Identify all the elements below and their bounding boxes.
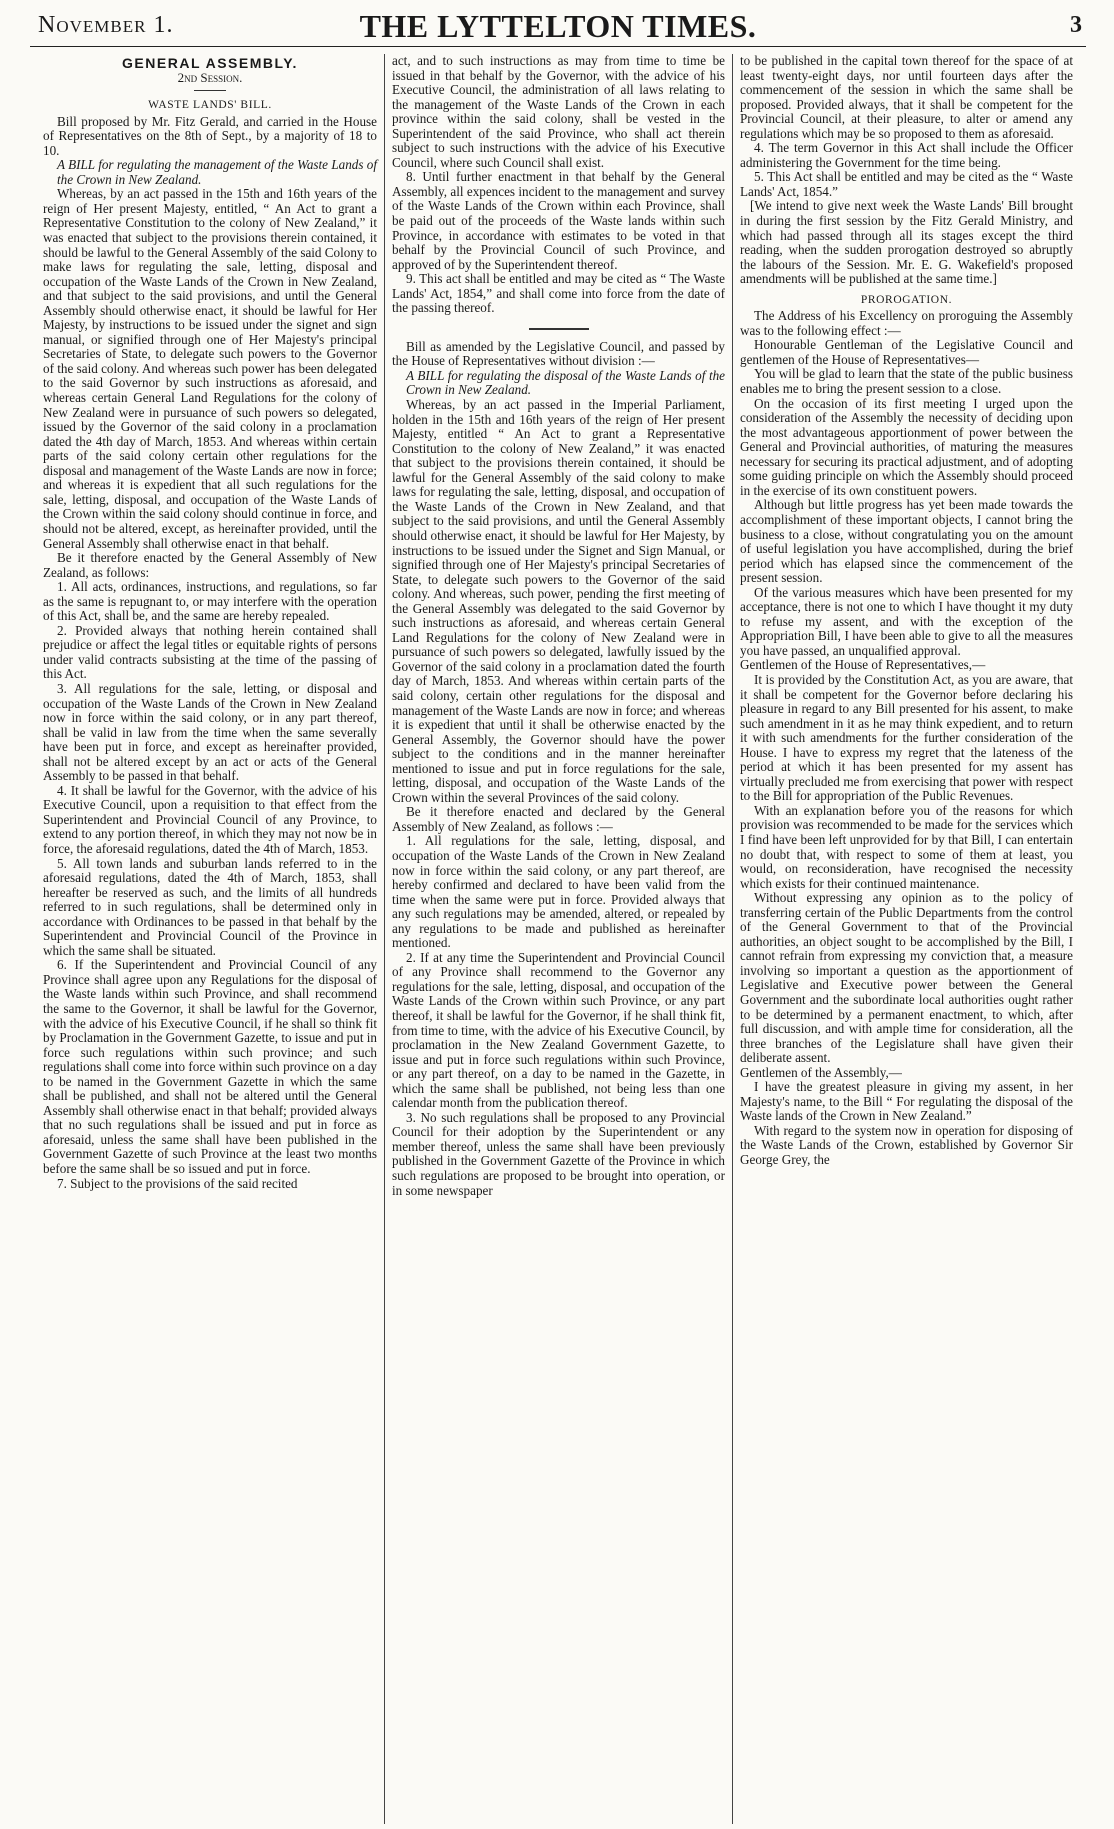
newspaper-title: THE LYTTELTON TIMES. bbox=[359, 8, 757, 44]
article-columns bbox=[36, 54, 1082, 1824]
paragraph: 2. If at any time the Superintendent and Provincial Council of any Province shall recommend to the Governor any regulations for the sale, letting, disposal, and occupation of the Waste Lands of the Crown within such Province, or any part thereof, it shall be lawful for the Governor, if he shall think fit, from time to time, with the advice of his Executive Council, by proclamation in the New Zealand Government Gazette, to issue and put in force such regulations within such Province, or any part thereof, on a day to be named in the Gazette, in which the same shall be published, not being less than one calendar month from the publication thereof. bbox=[392, 949, 725, 1111]
bill-heading: WASTE LANDS' BILL. bbox=[148, 99, 272, 112]
paragraph: to be published in the capital town thereof for the space of at least twenty-eight days, nor until fourteen days after the commencement of the session in which the same shall be proposed. Provided always, that it shall be competent for the Provincial Council, at their pleasure, to alter or amend any regulations which may be so proposed to them as aforesaid. bbox=[740, 54, 1073, 141]
paragraph: With regard to the system now in operation for disposing of the Waste Lands of the Crown, established by Governor Sir George Grey, the bbox=[740, 1122, 1073, 1168]
paragraph: Of the various measures which have been presented for my acceptance, there is not one to which I have thought it my duty to refuse my assent, and with the exception of the Appropriation Bill, I have been able to give to all the measures you have passed, an unqualified approval. bbox=[740, 584, 1073, 658]
paragraph: 4. It shall be lawful for the Governor, with the advice of his Executive Council, upon a requisition to that effect from the Superintendent and Provincial Council of any Province, to extend to any portion thereof, in which they may not now be in force, the aforesaid regulations, dated the 4th of March, 1853. bbox=[43, 782, 377, 856]
bill-title: A BILL for regulating the management of the Waste Lands of the Crown in New Zealand. bbox=[57, 157, 377, 187]
paragraph: 9. This act shall be entitled and may be cited as “ The Waste Lands' Act, 1854,” and shall come into force from the date of the passing thereof. bbox=[392, 271, 725, 316]
paragraph: Without expressing any opinion as to the policy of transferring certain of the Public Departments from the control of the General Government to that of the Provincial authorities, an object sought to be accomplished by the Bill, I cannot refrain from expressing my conviction that, a measure involving so important a question as the apportionment of Legislative and Executive power between the General Government and the subordinate local authorities ought rather to be determined by a permanent enactment, to which, after full discussion, and with ample time for consideration, all the three branches of the Legislature shall have given their deliberate assent. bbox=[740, 890, 1073, 1066]
page-number: 3 bbox=[1070, 12, 1082, 38]
masthead bbox=[30, 6, 1086, 47]
prorogation-heading: PROROGATION. bbox=[860, 293, 953, 306]
paragraph: act, and to such instructions as may from time to time be issued in that behalf by the Governor, with the advice of his Executive Council, the administration of all laws relating to the management of the Waste Lands of the Crown in each province within the said colony, shall be vested in the Superintendent of the said Province, who shall act therein subject to such instructions with the advice of his Executive Council, where such Council shall exist. bbox=[392, 54, 725, 170]
paragraph: 1. All acts, ordinances, instructions, and regulations, so far as the same is repugnant to, or may interfere with the operation of this Act, shall be, and the same are hereby repealed. bbox=[43, 579, 377, 624]
column-1 bbox=[36, 54, 384, 1824]
paragraph: 3. No such regulations shall be proposed to any Provincial Council for their adoption by the Superintendent or any member thereof, unless the same shall have been previously published in the Government Gazette of the Province in which such regulations are proposed to be brought into operation, or in some newspaper bbox=[392, 1109, 725, 1198]
paragraph: You will be glad to learn that the state of the public business enables me to bring the present session to a close. bbox=[740, 366, 1073, 397]
paragraph: With an explanation before you of the reasons for which provision was recommended to be made for the services which I find have been left unprovided for by that Bill, I can entertain no doubt that, with respect to some of them at least, you would, on reconsideration, have recognised the necessity which exists for their continued maintenance. bbox=[740, 802, 1073, 891]
paragraph: 8. Until further enactment in that behalf by the General Assembly, all expences incident to the management and survey of the Waste Lands of the Crown within each Province, shall be paid out of the proceeds of the Waste lands within such Province, in accordance with estimates to be voted in that behalf by the Provincial Council of such Province, and approved of by the Superintendent thereof. bbox=[392, 169, 725, 272]
paragraph: Whereas, by an act passed in the Imperial Parliament, holden in the 15th and 16th years of the reign of Her present Majesty, entitled “ An Act to grant a Representative Constitution to the colony of New Zealand,” it was enacted that subject to the provisions therein contained, it should be lawful for the General Assembly of the said colony to make laws for regulating the sale, letting, disposal, and occupation of the Waste Lands of the Crown in New Zealand, and that subject to the said provisions, and until the General Assembly should otherwise enact, it should be lawful for Her Majesty, by instructions to be issued under the Signet and Sign Manual, or signified through one of Her Majesty's principal Secretaries of State, to delegate such powers to the Governor of the said colony. And whereas, such power, pending the first meeting of the General Assembly was delegated to the said Governor by such instructions as aforesaid, and whereas certain General Land Regulations for the colony of New Zealand were in pursuance of such powers so delegated, lawfully issued by the Governor of the said colony in a proclamation dated the fourth day of March, 1853. And whereas within certain parts of the said colony, certain other regulations for the disposal and management of the Waste Lands are now in force; and whereas it is expedient that until it shall be otherwise enacted by the General Assembly, the Governor should have the power subject to the conditions and in the manner hereinafter mentioned to issue and put in force regulations for the sale, letting, disposal, and occupation of the Waste Lands of the Crown within the several Provinces of the said colony. bbox=[392, 397, 725, 805]
paragraph: Gentlemen of the House of Representatives,— bbox=[740, 657, 986, 673]
divider bbox=[529, 328, 589, 330]
paragraph: Be it therefore enacted and declared by the General Assembly of New Zealand, as follows :— bbox=[392, 804, 725, 834]
paragraph: 2. Provided always that nothing herein contained shall prejudice or affect the legal titles or equitable rights of persons under valid contracts subsisting at the time of the passing of this Act. bbox=[43, 622, 377, 682]
bill-title: A BILL for regulating the disposal of the Waste Lands of the Crown in New Zealand. bbox=[406, 367, 725, 398]
paragraph: The Address of his Excellency on proroguing the Assembly was to the following effect :— bbox=[740, 308, 1073, 338]
paragraph: Gentlemen of the Assembly,— bbox=[740, 1064, 902, 1080]
divider bbox=[194, 90, 226, 91]
paragraph: It is provided by the Constitution Act, as you are aware, that it shall be competent for the Governor before declaring his pleasure in regard to any Bill presented for his assent, to make such amendment in it as he may think expedient, and to return it with such amendments for the further consideration of the House. I have to express my regret that the lateness of the period at which it has been presented for my assent has virtually precluded me from exercising that power with respect to the Bill for appropriation of the Public Revenues. bbox=[740, 671, 1073, 804]
paragraph: I have the greatest pleasure in giving my assent, in her Majesty's name, to the Bill “ For regulating the disposal of the Waste lands of the Crown in New Zealand.” bbox=[740, 1079, 1073, 1124]
paragraph: 3. All regulations for the sale, letting, or disposal and occupation of the Waste Lands of the Crown in New Zealand now in force within the said colony, or in any part thereof, shall be valid in law from the time when the same severally have been put in force, and except as hereinafter provided, shall not be altered except by an act or acts of the General Assembly to be passed in that behalf. bbox=[43, 680, 377, 784]
paragraph: 5. All town lands and suburban lands referred to in the aforesaid regulations, dated the 4th of March, 1853, shall hereafter be reserved as such, and the limits of all hundreds referred to in such regulations, shall be determined only in accordance with Ordinances to be passed in that behalf by the Superintendent and Provincial Council of the Province in which the same shall be situated. bbox=[43, 855, 377, 958]
paragraph: 5. This Act shall be entitled and may be cited as the “ Waste Lands' Act, 1854.” bbox=[740, 169, 1073, 199]
session-label: 2nd Session. bbox=[177, 69, 243, 85]
paragraph: Bill proposed by Mr. Fitz Gerald, and carried in the House of Representatives on the 8th of Sept., by a majority of 18 to 10. bbox=[43, 113, 377, 158]
paragraph: On the occasion of its first meeting I urged upon the consideration of the Assembly the necessity of deciding upon the most advantageous apportionment of power between the General and Provincial authorities, of maturing the measures necessary for securing its practical adjustment, and of adopting some guiding principle on which the Assembly should proceed in the exercise of its own constituent powers. bbox=[740, 395, 1073, 498]
paragraph: Be it therefore enacted by the General Assembly of New Zealand, as follows: bbox=[43, 550, 377, 580]
paragraph: 7. Subject to the provisions of the said recited bbox=[57, 1175, 298, 1191]
column-3 bbox=[732, 54, 1080, 1824]
paragraph: 6. If the Superintendent and Provincial Council of any Province shall agree upon any Regulations for the disposal of the Waste lands within such Province, and shall recommend the same to the Governor, it shall be lawful for the Governor, with the advice of his Executive Council, if he shall so think fit by Proclamation in the Government Gazette, to issue and put in force such regulations within such province; and such regulations shall come into force within such province on a day to be named in the Government Gazette in which the same shall be published, and shall not be altered until the General Assembly shall otherwise enact in that behalf; provided always that no such regulations shall be issued and put in force as aforesaid, unless the same shall have been published in the Government Gazette of such Province at the least two months before the same shall be so issued and put in force. bbox=[43, 957, 377, 1177]
paragraph: Bill as amended by the Legislative Council, and passed by the House of Representatives without division :— bbox=[392, 338, 725, 369]
paragraph: Honourable Gentleman of the Legislative Council and gentlemen of the House of Representatives— bbox=[740, 337, 1073, 367]
paragraph: Whereas, by an act passed in the 15th and 16th years of the reign of Her present Majesty, entitled, “ An Act to grant a Representative Constitution to the colony of New Zealand,” it was enacted that subject to the provisions therein contained, it should be lawful to the General Assembly of the said Colony to make laws for regulating the sale, letting, disposal and occupation of the Waste Lands of the Crown in New Zealand, and that subject to the said provisions, and until the General Assembly should otherwise enact, it should be lawful for Her Majesty, by instructions to be issued under the signet and sign manual, or signified through one of Her Majesty's principal Secretaries of State, to delegate such powers to the Governor of the said colony. And whereas such power has been delegated to the said Governor by such instructions as aforesaid, and whereas certain General Land Regulations for the colony of New Zealand were in pursuance of such powers so delegated, issued by the Governor of the said colony in a proclamation dated the 4th day of March, 1853. And whereas within certain parts of the said colony certain other regulations for the disposal and management of the Waste Lands are now in force; and whereas it is expedient that all such regulations for the sale, letting, disposal, and occupation of the Waste Lands of the Crown within the said colony should continue in force, and should not be altered, except, as hereinafter provided, until the General Assembly shall otherwise enact in that behalf. bbox=[43, 186, 377, 551]
section-heading: GENERAL ASSEMBLY. bbox=[122, 55, 298, 71]
issue-date: November 1. bbox=[38, 12, 174, 38]
editorial-note: [We intend to give next week the Waste Lands' Bill brought in during the first session by the Fitz Gerald Ministry, and which had passed through all its stages except the third reading, when the sudden prorogation destroyed so abruptly the labours of the Session. Mr. E. G. Wakefield's proposed amendments will be published at the same time.] bbox=[740, 198, 1073, 287]
paragraph: 1. All regulations for the sale, letting, disposal, and occupation of the Waste Lands of the Crown in New Zealand now in force within the said colony, or any part thereof, are hereby confirmed and declared to have been valid from the time when the same were put in force. Provided always that any such regulations may be amended, altered, or repealed by any regulations to be made and published as hereinafter mentioned. bbox=[392, 833, 725, 951]
paragraph: Although but little progress has yet been made towards the accomplishment of these important objects, I cannot bring the business to a close, without congratulating you on the amount of useful legislation you have accomplished, during the brief period which has elapsed since the commencement of the present session. bbox=[740, 497, 1073, 586]
column-2 bbox=[384, 54, 732, 1824]
paragraph: 4. The term Governor in this Act shall include the Officer administering the Government for the time being. bbox=[740, 140, 1073, 170]
